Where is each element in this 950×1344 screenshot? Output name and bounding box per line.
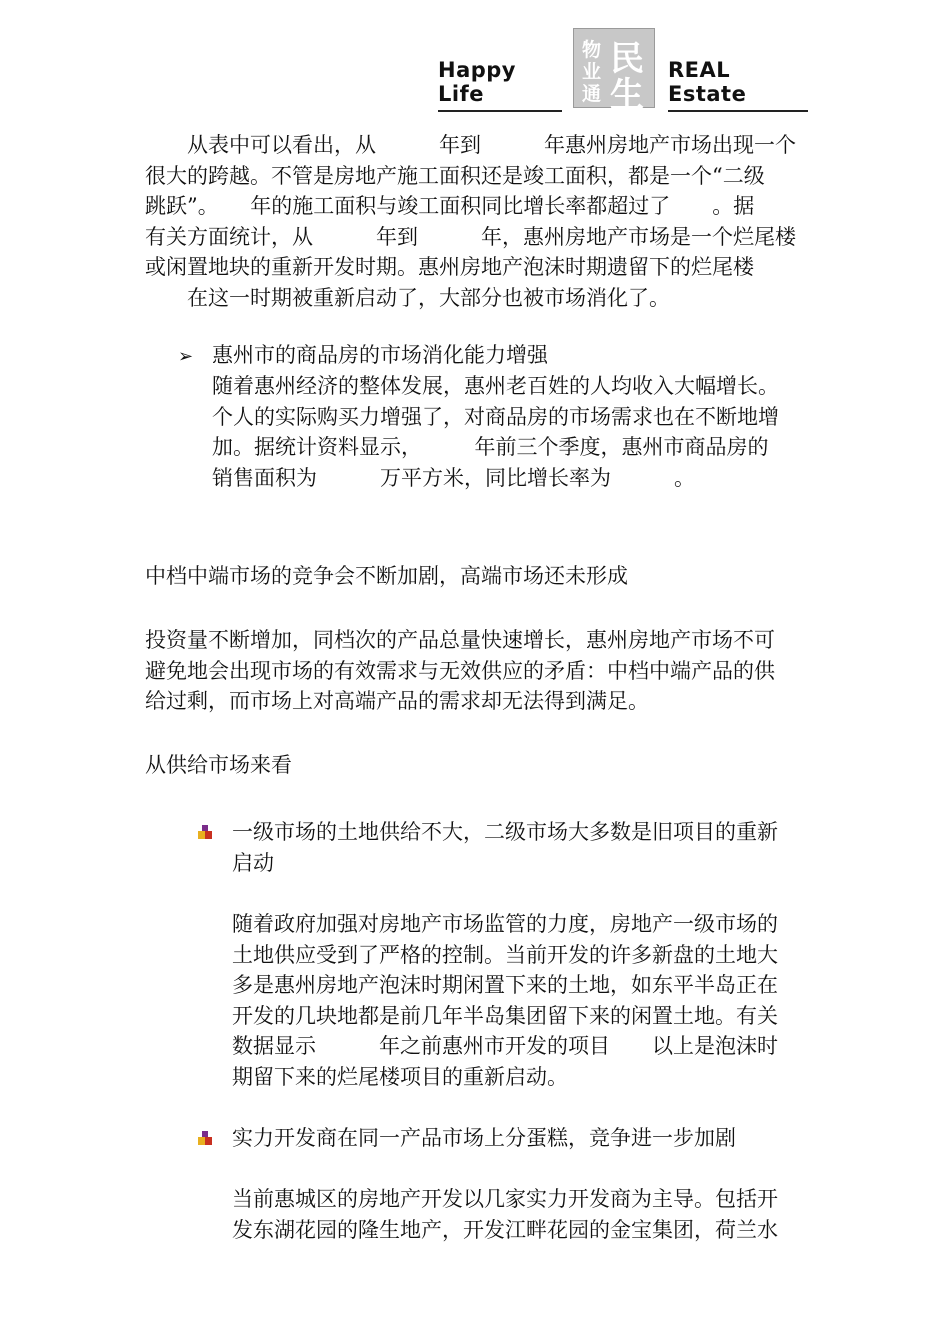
paragraph-intro: [145, 130, 810, 313]
text-line: 随着政府加强对房地产市场监管的力度，房地产一级市场的: [232, 912, 778, 936]
text-line: 多是惠州房地产泡沫时期闲置下来的土地，如东平半岛正在: [232, 973, 778, 997]
logo-char: 业: [582, 61, 602, 83]
paragraph-land-supply: [232, 909, 812, 1092]
text-line: 启动: [232, 850, 274, 875]
logo-char: 民: [610, 39, 644, 79]
text-line: 从表中可以看出，从 年到 年惠州房地产市场出现一个: [145, 133, 796, 157]
text-line: 土地供应受到了严格的控制。当前开发的许多新盘的土地大: [232, 942, 778, 967]
bullet-icon: [198, 1131, 212, 1145]
text-line: 有关方面统计，从 年到 年，惠州房地产市场是一个烂尾楼: [145, 224, 796, 249]
text-line: 随着惠州经济的整体发展，惠州老百姓的人均收入大幅增长。: [212, 374, 779, 398]
logo-char: 通: [582, 83, 602, 105]
text-line: 销售面积为 万平方米，同比增长率为 。: [212, 465, 695, 490]
text-line: 开发的几块地都是前几年半岛集团留下来的闲置土地。有关: [232, 1003, 778, 1028]
text-line: 跳跃”。 年的施工面积与竣工面积同比增长率都超过了 。据: [145, 194, 755, 218]
bullet-heading: 实力开发商在同一产品市场上分蛋糕，竞争进一步加剧: [232, 1126, 736, 1150]
paragraph-consumption: [212, 371, 812, 493]
section-heading: 中档中端市场的竞争会不断加剧，高端市场还未形成: [145, 564, 628, 588]
text-line: 或闲置地块的重新开发时期。惠州房地产泡沫时期遗留下的烂尾楼: [145, 255, 754, 279]
text-line: 数据显示 年之前惠州市开发的项目 以上是泡沫时: [232, 1034, 778, 1058]
text-line: 投资量不断增加，同档次的产品总量快速增长，惠州房地产市场不可: [145, 628, 775, 652]
company-logo: [573, 28, 655, 115]
header-left-text: Happy Life: [438, 58, 562, 112]
text-line: 避免地会出现市场的有效需求与无效供应的矛盾：中档中端产品的供: [145, 658, 775, 683]
text-line: 发东湖花园的隆生地产，开发江畔花园的金宝集团，荷兰水: [232, 1217, 778, 1242]
text-line: 一级市场的土地供给不大，二级市场大多数是旧项目的重新: [232, 820, 778, 844]
text-line: 当前惠城区的房地产开发以几家实力开发商为主导。包括开: [232, 1187, 778, 1211]
header-right-text: REAL Estate: [668, 58, 808, 112]
bullet-heading: [232, 817, 812, 878]
paragraph-competition: [145, 625, 810, 717]
logo-char: 生: [610, 75, 644, 115]
arrow-bullet-icon: ➢: [178, 346, 194, 367]
bullet-icon: [198, 825, 212, 839]
text-line: 加。据统计资料显示， 年前三个季度，惠州市商品房的: [212, 435, 769, 459]
text-line: 很大的跨越。不管是房地产施工面积还是竣工面积，都是一个“二级: [145, 163, 765, 188]
subheading: 从供给市场来看: [145, 753, 292, 777]
text-line: 个人的实际购买力增强了，对商品房的市场需求也在不断地增: [212, 404, 779, 429]
text-line: 期留下来的烂尾楼项目的重新启动。: [232, 1064, 568, 1089]
text-line: 给过剩，而市场上对高端产品的需求却无法得到满足。: [145, 689, 649, 713]
paragraph-developers: [232, 1184, 812, 1245]
text-line: 在这一时期被重新启动了，大部分也被市场消化了。: [145, 285, 670, 310]
logo-char: 物: [582, 39, 602, 61]
section-heading: 惠州市的商品房的市场消化能力增强: [212, 343, 548, 367]
